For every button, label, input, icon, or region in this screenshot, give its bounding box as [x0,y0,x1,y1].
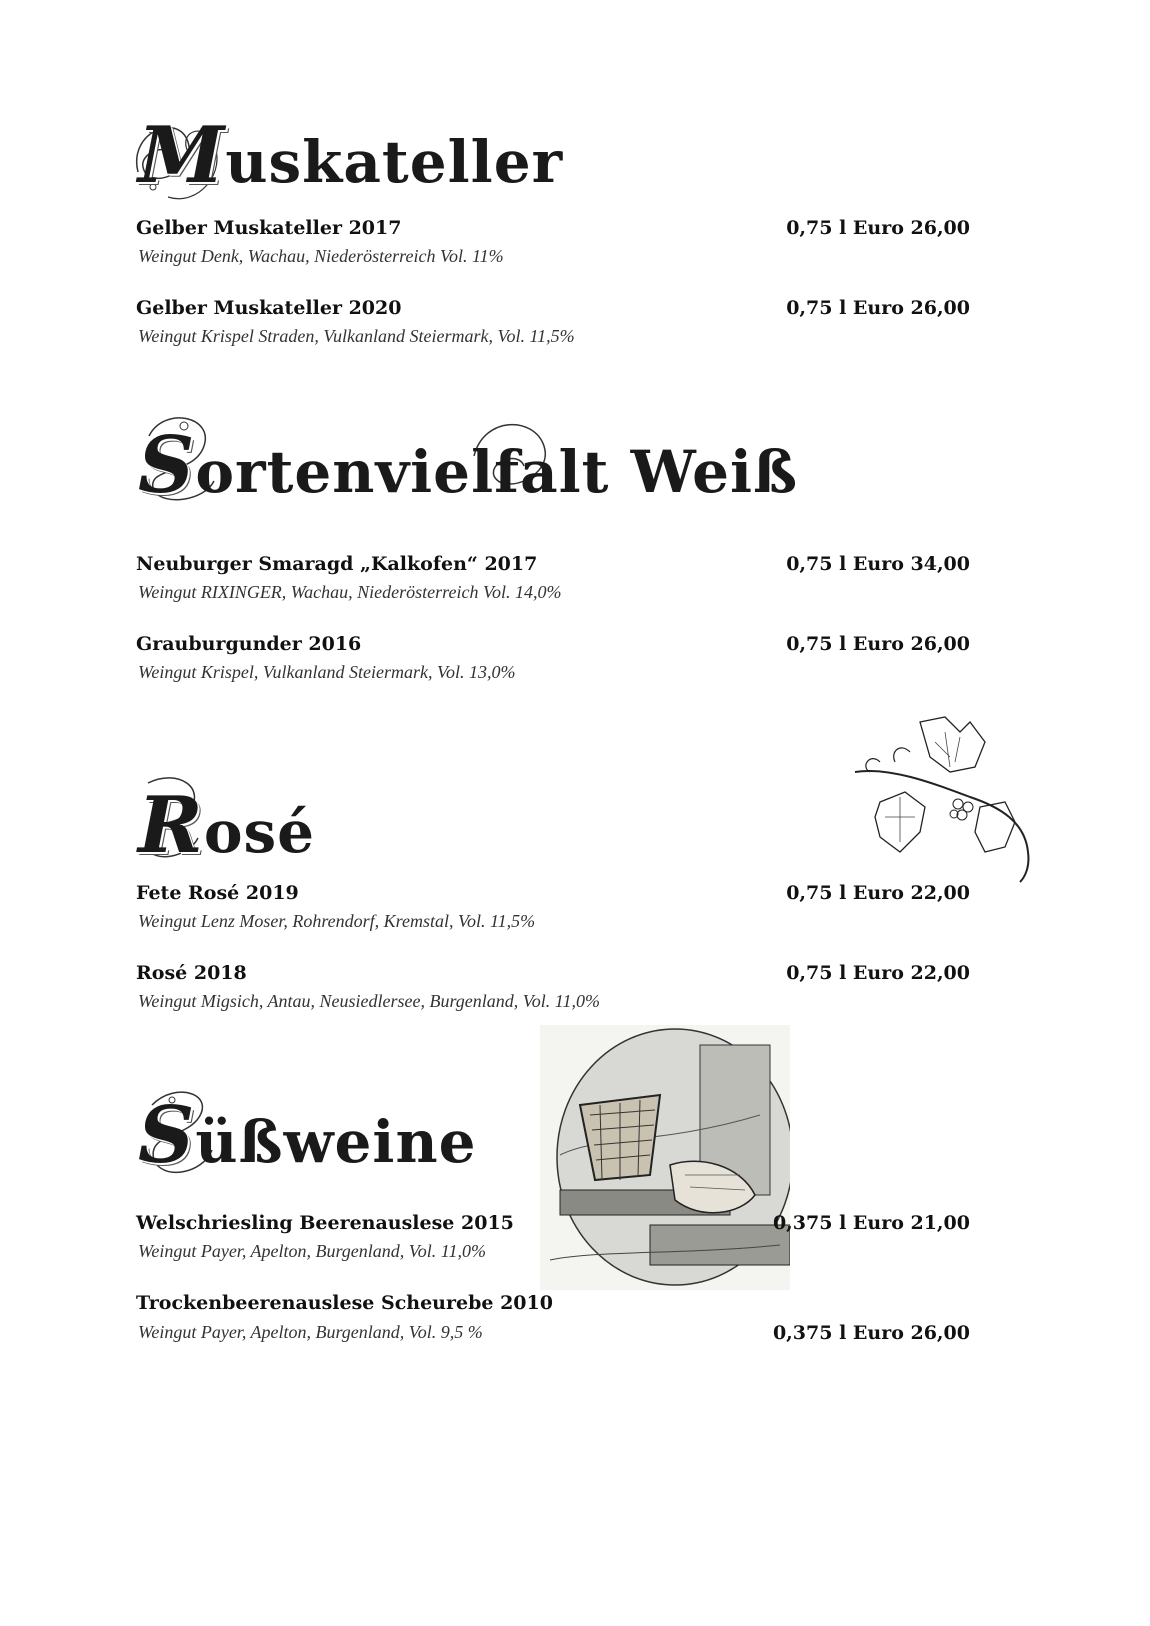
wine-name: Trockenbeerenauslese Scheurebe 2010 [136,1292,553,1314]
wine-description: Weingut Denk, Wachau, Niederösterreich Vol. 11% [138,246,504,266]
wine-price: 0,75 l Euro 22,00 [786,962,970,984]
wine-description: Weingut RIXINGER, Wachau, Niederösterreich Vol. 14,0% [138,582,562,602]
wine-name: Gelber Muskateller 2017 [136,217,402,239]
wine-name: Neuburger Smaragd „Kalkofen“ 2017 [136,553,538,575]
wine-price: 0,75 l Euro 26,00 [786,217,970,239]
wine-description: Weingut Payer, Apelton, Burgenland, Vol. 9,5 % [138,1322,483,1342]
wine-price: 0,75 l Euro 26,00 [786,633,970,655]
wine-price: 0,375 l Euro 21,00 [772,1212,970,1234]
wine-description: Weingut Krispel, Vulkanland Steiermark, Vol. 13,0% [138,662,516,682]
section-title-suessweine: Süßweine [138,1090,477,1181]
wine-description: Weingut Krispel Straden, Vulkanland Steiermark, Vol. 11,5% [138,326,575,346]
wine-name: Grauburgunder 2016 [136,633,362,655]
wine-press-engraving-icon [540,1025,790,1290]
section-title-sortenvielfalt: Sortenvielfalt Weiß [138,420,799,511]
wine-name: Fete Rosé 2019 [136,882,299,904]
wine-name: Gelber Muskateller 2020 [136,297,402,319]
wine-description: Weingut Payer, Apelton, Burgenland, Vol. 11,0% [138,1241,486,1261]
section-title-rose: Rosé [138,780,316,871]
wine-price: 0,75 l Euro 26,00 [786,297,970,319]
grape-vine-illustration-icon [850,712,1035,887]
wine-name: Welschriesling Beerenauslese 2015 [136,1212,514,1234]
wine-price: 0,75 l Euro 34,00 [786,553,970,575]
wine-price: 0,75 l Euro 22,00 [786,882,970,904]
wine-description: Weingut Migsich, Antau, Neusiedlersee, Burgenland, Vol. 11,0% [138,991,600,1011]
wine-name: Rosé 2018 [136,962,247,984]
wine-price: 0,375 l Euro 26,00 [772,1322,970,1344]
wine-description: Weingut Lenz Moser, Rohrendorf, Kremstal, Vol. 11,5% [138,911,536,931]
section-title-muskateller: Muskateller [138,110,564,201]
